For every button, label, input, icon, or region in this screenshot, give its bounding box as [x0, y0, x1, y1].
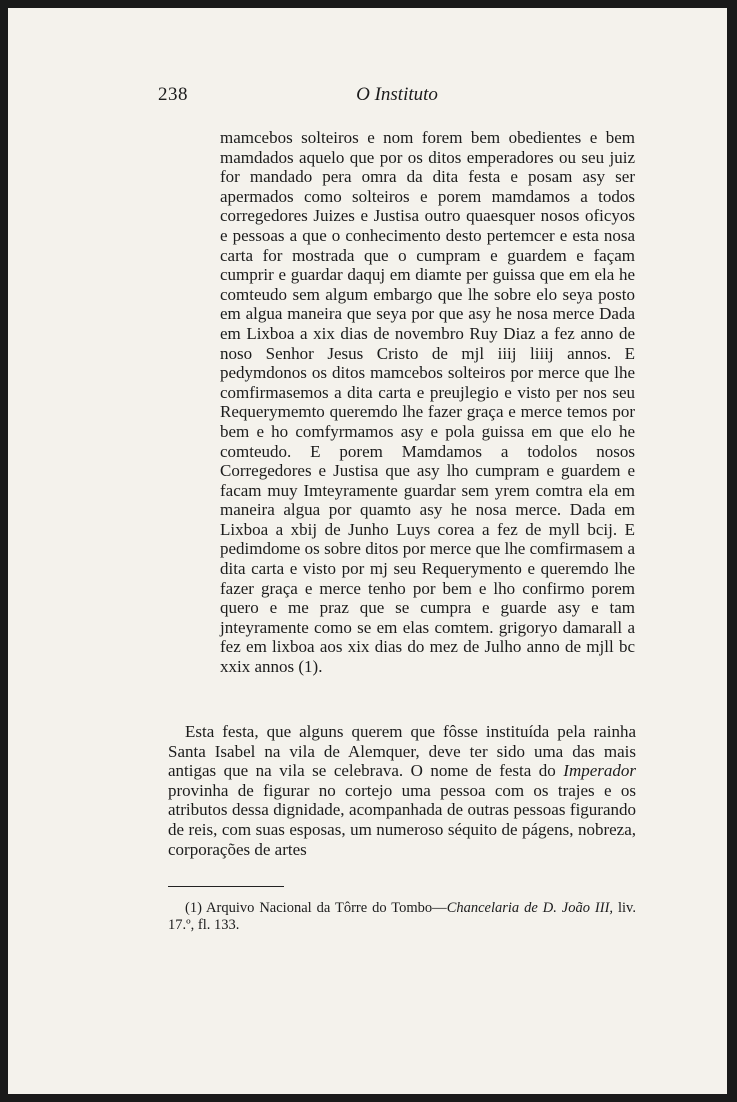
body-paragraph	[168, 722, 636, 859]
quoted-document-text: mamcebos solteiros e nom forem bem obedientes e bem mamdados aquelo que por os ditos emperadores ou seu juiz for mandado pera omra da dita festa e posam asy ser apermados como solteiros e porem mamdamos a todos corregedores Juizes e Justisa outro quaesquer nosos oficyos e pessoas a que o conhecimento desto pertemcer e esta nosa carta for mostrada que o cumpram e guardem e façam cumprir e guardar daquj em diamte per guissa que em ela he comteudo sem algum embargo que lhe sobre elo seya posto em algua maneira que seya por que asy he nosa merce Dada em Lixboa a xix dias de novembro Ruy Diaz a fez anno de noso Senhor Jesus Cristo de mjl iiij liiij annos. E pedymdonos os ditos mamcebos solteiros por merce que lhe comfirmasemos a dita carta e preujlegio e visto per nos seu Requerymemto queremdo lhe fazer graça e merce temos por bem e ho comfyrmamos asy e pola guissa em que elo he comteudo. E porem Mamdamos a todolos nosos Corregedores e Justisa que asy lho cumpram e guardem e facam muy Imteyramente guardar sem yrem comtra ela em maneira algua por quamto asy he nosa merce. Dada em Lixboa a xbij de Junho Luys corea a fez de myll bcij. E pedimdome os sobre ditos por merce que lhe comfirmasem a dita carta e visto por mj seu Requerymento e queremdo lhe fazer graça e merce tenho por bem e lho confirmo porem quero e me praz que se cumpra e guarde asy e tam jnteyramente como se em elas comtem. grigoryo damarall a fez em lixboa aos xix dias do mez de Julho anno de mjll bc xxix annos (1).	[220, 128, 635, 677]
page-header	[158, 84, 636, 106]
quoted-document	[220, 128, 635, 677]
body-text-end: provinha de figurar no cortejo uma pessoa com os trajes e os atributos dessa dignidade, acompanhada de outras pessoas figurando de reis, com suas esposas, um numeroso séquito de págens, nobreza, corporações de artes	[168, 780, 636, 859]
page-number: 238	[158, 84, 188, 105]
footnote-italic-title: Chancelaria de D. João III,	[446, 900, 614, 916]
footnote-divider	[168, 886, 284, 887]
footnote-text	[168, 900, 636, 934]
book-page	[8, 8, 727, 1094]
body-italic-term: Imperador	[563, 761, 636, 781]
body-text-start: Esta festa, que alguns querem que fôsse instituída pela rainha Santa Isabel na vila de Alemquer, deve ter sido uma das mais antigas que na vila se celebrava. O nome de festa do	[168, 722, 636, 781]
running-title: O Instituto	[356, 84, 438, 105]
footnote-source: (1) Arquivo Nacional da Tôrre do Tombo—	[185, 900, 447, 916]
body-paragraph-text	[168, 722, 636, 859]
footnote	[168, 900, 636, 934]
footnote-reference: liv. 17.º, fl. 133.	[168, 900, 636, 933]
